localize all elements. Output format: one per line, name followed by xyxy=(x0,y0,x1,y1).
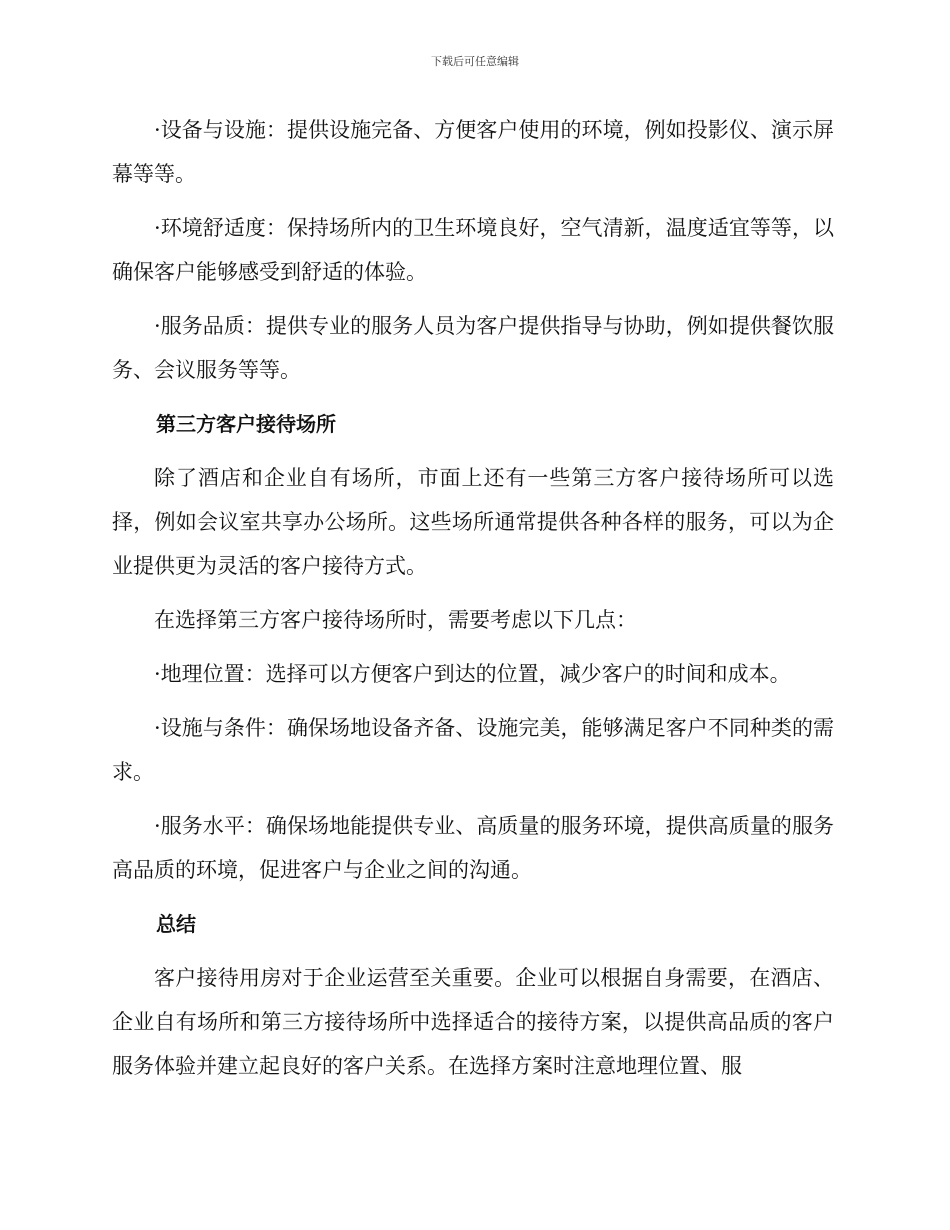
paragraph-considerations: 在选择第三方客户接待场所时，需要考虑以下几点： xyxy=(154,608,637,632)
paragraph-summary: 客户接待用房对于企业运营至关重要。企业可以根据自身需要，在酒店、企业自有场所和第三方接待场所中选择适合的接待方案，以提供高品质的客户服务体验并建立起良好的客户关系。在选择方案时注意地理位置、服 xyxy=(112,966,834,1078)
bullet-facilities: ·设施与条件：确保场地设备齐备、设施完美，能够满足客户不同种类的需求。 xyxy=(112,716,834,784)
bullet-location: ·地理位置：选择可以方便客户到达的位置，减少客户的时间和成本。 xyxy=(154,662,791,686)
paragraph-third-party-intro: 除了酒店和企业自有场所，市面上还有一些第三方客户接待场所可以选择，例如会议室共享办公场所。这些场所通常提供各种各样的服务，可以为企业提供更为灵活的客户接待方式。 xyxy=(112,466,834,578)
section-heading-third-party: 第三方客户接待场所 xyxy=(156,412,336,436)
document-body xyxy=(112,108,834,1098)
bullet-service-level: ·服务水平：确保场地能提供专业、高质量的服务环境，提供高质量的服务高品质的环境，促进客户与企业之间的沟通。 xyxy=(112,814,834,882)
bullet-equipment: ·设备与设施：提供设施完备、方便客户使用的环境，例如投影仪、演示屏幕等等。 xyxy=(112,118,834,186)
section-heading-summary: 总结 xyxy=(156,912,196,936)
bullet-comfort: ·环境舒适度：保持场所内的卫生环境良好，空气清新，温度适宜等等，以确保客户能够感受到舒适的体验。 xyxy=(112,216,834,284)
page-header: 下载后可任意编辑 xyxy=(431,55,519,68)
bullet-service-quality: ·服务品质：提供专业的服务人员为客户提供指导与协助，例如提供餐饮服务、会议服务等等。 xyxy=(112,314,834,382)
